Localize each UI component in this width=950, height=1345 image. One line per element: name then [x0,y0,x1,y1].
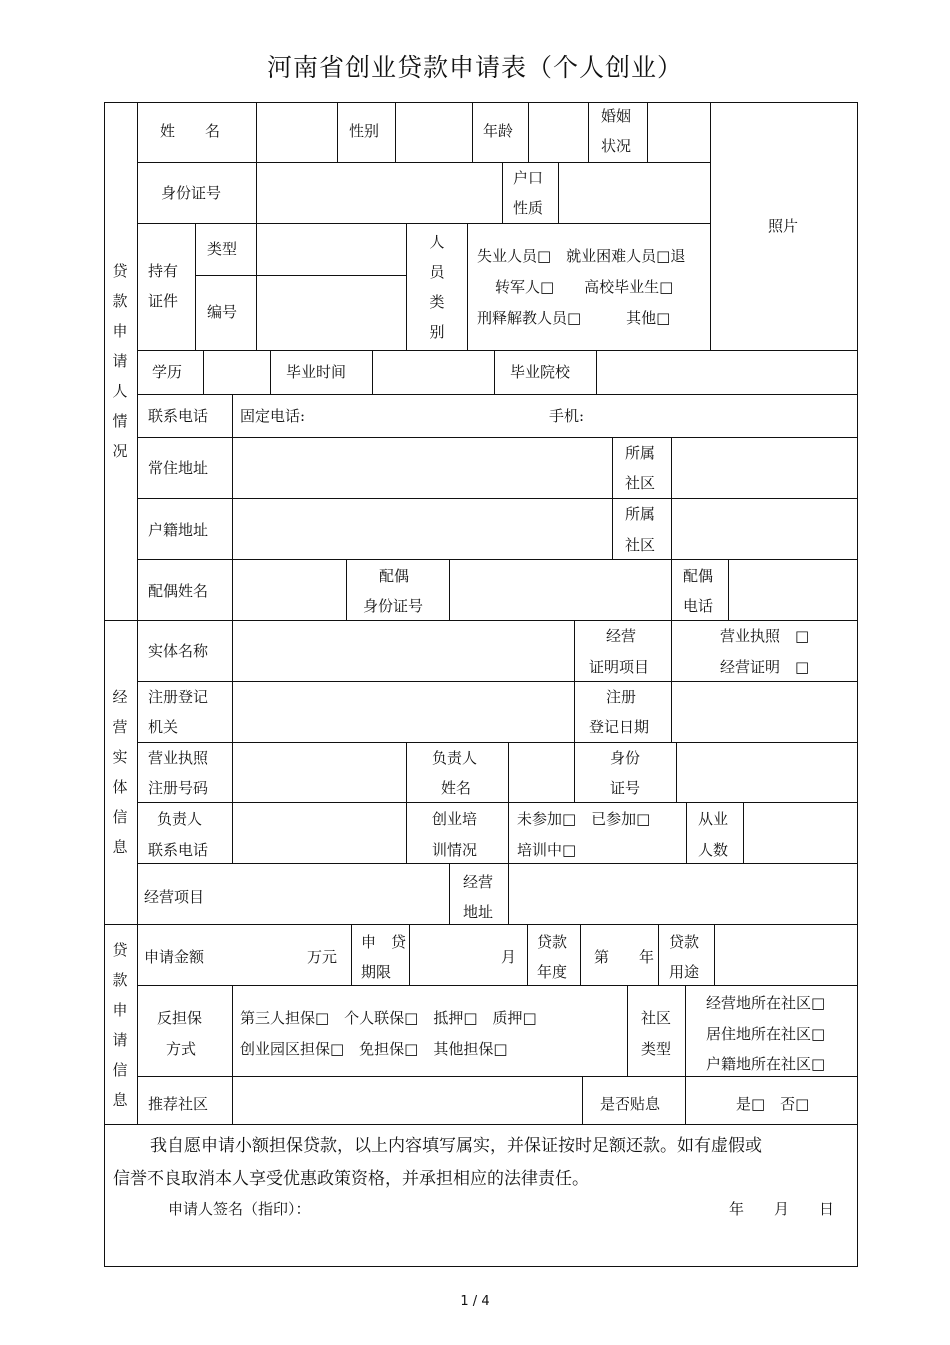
cert-number-label: 编号 [207,303,238,321]
community-label-4: 社区 [625,536,656,554]
loan-purpose-label-1: 贷款 [669,933,700,951]
spouse-name-label: 配偶姓名 [148,582,209,600]
month-label: 月 [501,948,517,966]
person-category-label: 人员类别 [429,233,445,341]
subsidy-options: 是□ 否□ [736,1095,810,1113]
certificate-label-1: 持有 [148,262,179,280]
landline-label: 固定电话: [240,407,306,425]
grad-school-label: 毕业院校 [510,363,571,381]
business-license-option: 营业执照 □ [720,627,810,645]
license-number-label-2: 注册号码 [148,779,209,797]
spouse-phone-label-1: 配偶 [683,567,714,585]
guarantee-options-line2: 创业园区担保□ 免担保□ 其他担保□ [240,1040,508,1058]
training-label-1: 创业培 [432,810,478,828]
category-options-line1: 失业人员□ 就业困难人员□退 [477,247,686,265]
community-label-1: 所属 [625,444,656,462]
principal-name-label-1: 负责人 [432,749,478,767]
loan-term-label-2: 期限 [361,963,392,981]
guarantee-options-line1: 第三人担保□ 个人联保□ 抵押□ 质押□ [240,1009,537,1027]
age-label: 年龄 [483,122,514,140]
biz-project-label: 经营项目 [144,888,205,906]
loan-year-label-1: 贷款 [537,933,568,951]
reg-date-label-2: 登记日期 [589,718,650,736]
employees-label-1: 从业 [698,810,729,828]
marital-label-1: 婚姻 [601,107,632,125]
guarantee-label-2: 方式 [166,1040,197,1058]
photo-label: 照片 [768,217,799,235]
signature-label: 申请人签名（指印）： [168,1200,311,1218]
which-year-label: 第 年 [594,948,655,966]
community-type-option-2: 居住地所在社区□ [706,1025,826,1043]
grad-time-label: 毕业时间 [286,363,347,381]
household-address-label: 户籍地址 [148,521,209,539]
category-options-line3: 刑释解教人员□ 其他□ [477,309,671,327]
principal-phone-label-1: 负责人 [157,810,203,828]
license-number-label-1: 营业执照 [148,749,209,767]
principal-phone-label-2: 联系电话 [148,841,209,859]
biz-address-label-1: 经营 [463,873,494,891]
loan-year-label-2: 年度 [537,963,568,981]
section-loan-label: 贷款申请信息 [112,941,128,1109]
amount-unit-label: 万元 [307,948,338,966]
reg-authority-label-2: 机关 [148,718,179,736]
marital-label-2: 状况 [601,137,632,155]
date-label: 年 月 日 [729,1200,835,1218]
biz-address-label-2: 地址 [463,903,494,921]
entity-name-label: 实体名称 [148,642,209,660]
spouse-phone-label-2: 电话 [683,597,714,615]
community-type-option-1: 经营地所在社区□ [706,994,826,1012]
loan-purpose-label-2: 用途 [669,963,700,981]
name-label: 姓 名 [160,122,221,140]
community-label-2: 社区 [625,474,656,492]
community-type-option-3: 户籍地所在社区□ [706,1055,826,1073]
community-type-label-1: 社区 [641,1009,672,1027]
declaration-line1: 我自愿申请小额担保贷款，以上内容填写属实，并保证按时足额还款。如有虚假或 [150,1136,762,1156]
community-label-3: 所属 [625,505,656,523]
hukou-label-2: 性质 [513,199,544,217]
category-options-line2: 转军人□ 高校毕业生□ [495,278,674,296]
recommend-community-label: 推荐社区 [148,1095,209,1113]
page-number: 1 / 4 [460,1294,490,1309]
reg-date-label-1: 注册 [606,688,637,706]
training-label-2: 训情况 [432,841,478,859]
guarantee-label-1: 反担保 [157,1009,203,1027]
spouse-id-label-2: 身份证号 [363,597,424,615]
subsidy-label: 是否贴息 [600,1095,661,1113]
principal-name-label-2: 姓名 [441,779,472,797]
loan-amount-label: 申请金额 [144,948,205,966]
employees-label-2: 人数 [698,841,729,859]
biz-cert-label-1: 经营 [606,627,637,645]
biz-cert-label-2: 证明项目 [589,658,650,676]
loan-term-label-1: 申 贷 [361,933,407,951]
principal-id-label-2: 证号 [610,779,641,797]
business-cert-option: 经营证明 □ [720,658,810,676]
section-applicant-label: 贷款申请人情况 [112,262,128,460]
form-title: 河南省创业贷款申请表（个人创业） [266,53,683,82]
training-options-line1: 未参加□ 已参加□ [517,810,651,828]
id-card-label: 身份证号 [161,184,222,202]
hukou-label-1: 户口 [513,169,544,187]
spouse-id-label-1: 配偶 [379,567,410,585]
gender-label: 性别 [349,122,380,140]
declaration-line2: 信誉不良取消本人享受优惠政策资格，并承担相应的法律责任。 [113,1169,589,1189]
residence-label: 常住地址 [148,459,209,477]
reg-authority-label-1: 注册登记 [148,688,209,706]
section-entity-label: 经营实体信息 [112,688,128,856]
mobile-label: 手机: [549,407,585,425]
certificate-label-2: 证件 [148,292,179,310]
education-label: 学历 [152,363,183,381]
training-options-line2: 培训中□ [517,841,577,859]
contact-phone-label: 联系电话 [148,407,209,425]
cert-type-label: 类型 [207,240,238,258]
community-type-label-2: 类型 [641,1040,672,1058]
principal-id-label-1: 身份 [610,749,641,767]
